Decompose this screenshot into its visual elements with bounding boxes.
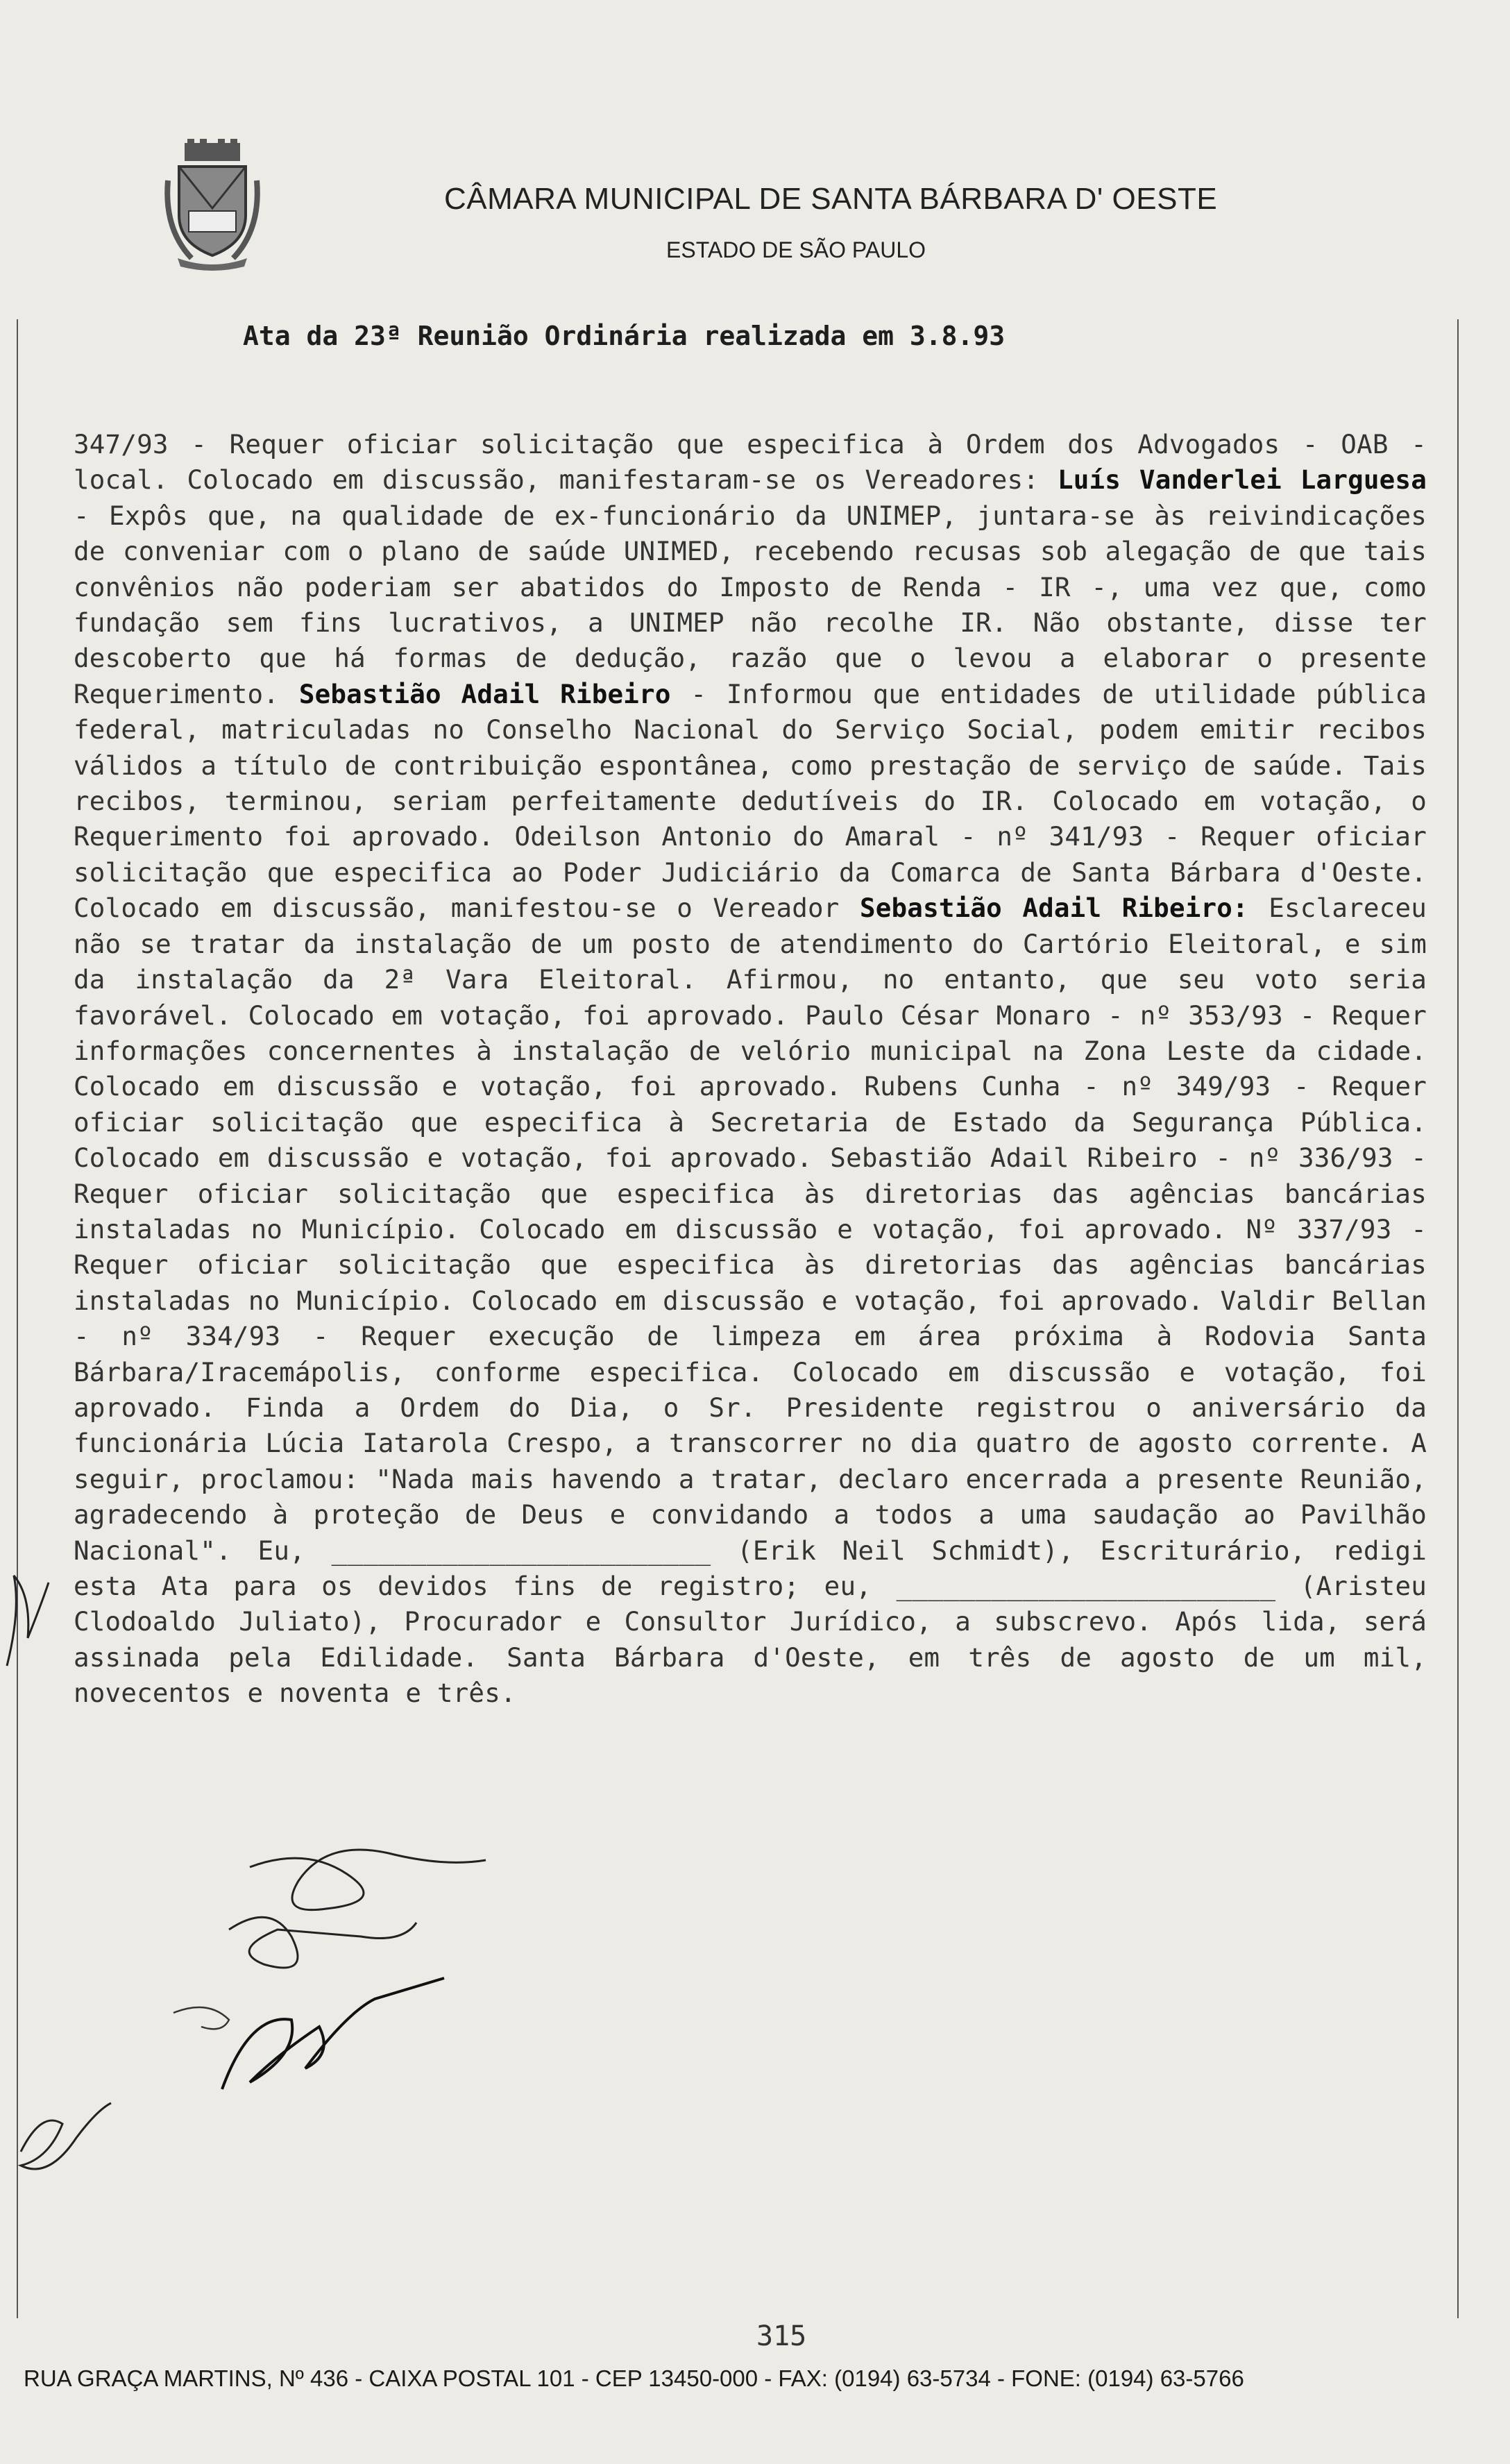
right-margin-rule [1457, 319, 1459, 2318]
left-margin-rule [17, 319, 18, 2318]
speaker-name: Sebastião Adail Ribeiro: [859, 893, 1248, 924]
signature-margin-1 [7, 1576, 49, 1666]
paragraph-part: Esclareceu não se tratar da instalação de um posto de atendimento do Cartório Eleitoral, e sim da instalação da 2ª Vara Eleitoral. Afirmou, no entanto, que seu voto seria favorável. Colocado em votação, foi aprovado. Paulo César Monaro - nº 353/93 - Requer informações concernentes à instalação de velório municipal na Zona Leste da cidade. Colocado em discussão e votação, foi aprovado. Rubens Cunha - nº 349/93 - Requer oficiar solicitação que especifica à Secretaria de Estado da Segurança Pública. Colocado em discussão e votação, foi aprovado. Sebastião Adail Ribeiro - nº 336/93 - Requer oficiar solicitação que especifica às diretorias das agências bancárias instaladas no Município. Colocado em discussão e votação, foi aprovado. Nº 337/93 - Requer oficiar solicitação que especifica às diretorias das agências bancárias instaladas no Município. Colocado em discussão e votação, foi aprovado. Valdir Bellan - nº 334/93 - Requer execução de limpeza em área próxima à Rodovia Santa Bárbara/Iracemápolis, conforme especifica. Colocado em discussão e votação, foi aprovado. Finda a Ordem do Dia, o Sr. Presidente registrou o aniversário da funcionária Lúcia Iatarola Crespo, a transcorrer no dia quatro de agosto corrente. A seguir, proclamou: "Nada mais havendo a tratar, declaro encerrada a presente Reunião, agradecendo à proteção de Deus e convidando a todos a uma saudação ao Pavilhão Nacional". Eu, ________________________ (Erik Neil Schmidt), Escriturário, redigi esta Ata para os devidos fins de registro; eu, ________________________ (Aristeu Clodoaldo Juliato), Procurador e Consultor Jurídico, a subscrevo. Após lida, será assinada pela Edilidade. Santa Bárbara d'Oeste, em três de agosto de um mil, novecentos e noventa e três. [74, 893, 1427, 1709]
institution-name: CÂMARA MUNICIPAL DE SANTA BÁRBARA D' OESTE [444, 182, 1218, 216]
page-number: 315 [756, 2320, 807, 2352]
minutes-title: Ata da 23ª Reunião Ordinária realizada em 3.8.93 [243, 321, 1006, 351]
speaker-name: Luís Vanderlei Larguesa [1057, 464, 1427, 496]
minutes-body [74, 427, 1427, 1712]
paragraph-part: 347/93 - Requer oficiar solicitação que especifica à Ordem dos Advogados - OAB - local. Colocado em discussão, manifestaram-se os Vereadores: [74, 429, 1427, 496]
speaker-name: Sebastião Adail Ribeiro [298, 678, 671, 709]
coat-of-arms-icon [164, 139, 261, 271]
signature-scribble-2 [229, 1917, 416, 1968]
signature-bellan [222, 1978, 444, 2089]
signature-scribble-3 [173, 2007, 229, 2029]
footer-address: RUA GRAÇA MARTINS, Nº 436 - CAIXA POSTAL 101 - CEP 13450-000 - FAX: (0194) 63-5734 - FONE: (0194) 63-5766 [24, 2365, 1244, 2391]
state-name: ESTADO DE SÃO PAULO [666, 237, 926, 262]
signature-scribble-1 [250, 1850, 486, 1910]
paragraph-part: - Expôs que, na qualidade de ex-funcionário da UNIMEP, juntara-se às reivindicações de conveniar com o plano de saúde UNIMED, recebendo recusas sob alegação de que tais convênios não poderiam ser abatidos do Imposto de Renda - IR -, uma vez que, como fundação sem fins lucrativos, a UNIMEP não recolhe IR. Não obstante, disse ter descoberto que há formas de dedução, razão que o levou a elaborar o presente Requerimento. [74, 500, 1427, 709]
signature-margin-2 [21, 2103, 111, 2169]
paragraph-part: - Informou que entidades de utilidade pública federal, matriculadas no Conselho Nacional do Serviço Social, podem emitir recibos válidos a título de contribuição espontânea, como prestação de serviço de saúde. Tais recibos, terminou, seriam perfeitamente dedutíveis do IR. Colocado em votação, o Requerimento foi aprovado. Odeilson Antonio do Amaral - nº 341/93 - Requer oficiar solicitação que especifica ao Poder Judiciário da Comarca de Santa Bárbara d'Oeste. Colocado em discussão, manifestou-se o Vereador [74, 678, 1427, 924]
